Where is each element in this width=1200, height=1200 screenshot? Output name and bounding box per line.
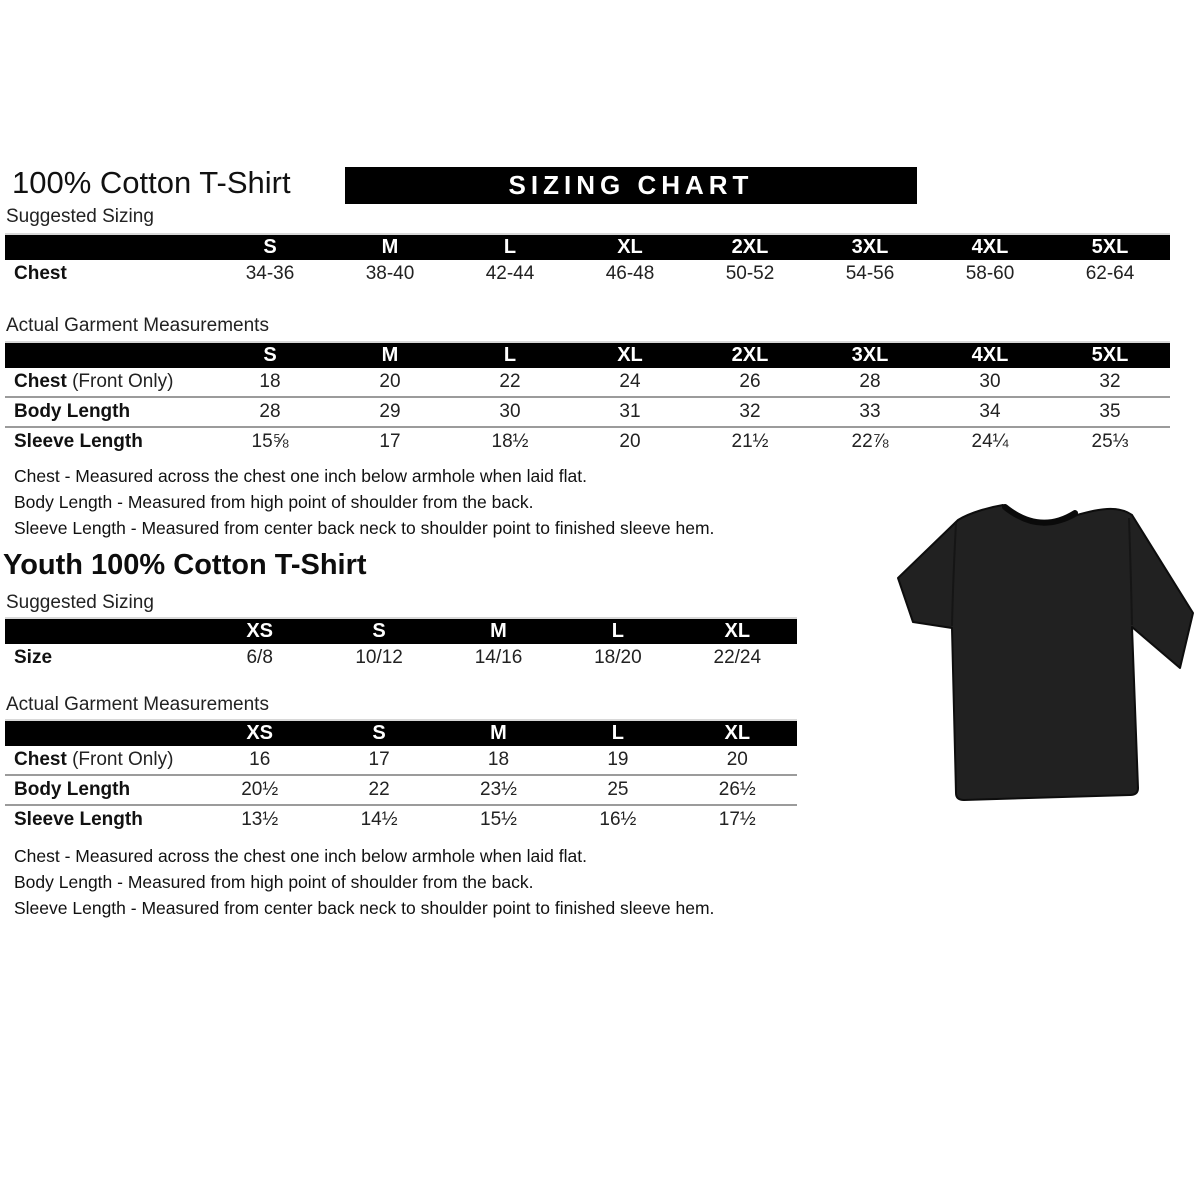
adult-suggested-sizing-label: Suggested Sizing xyxy=(6,206,154,227)
size-column-header: 3XL xyxy=(851,344,889,366)
measurement-cell: 19 xyxy=(607,749,629,770)
table-row xyxy=(5,644,797,672)
table-row xyxy=(5,398,1170,428)
row-label xyxy=(5,263,210,285)
measurement-cell: 29 xyxy=(379,401,401,422)
size-column-header: M xyxy=(490,620,507,642)
measurement-cell: 35 xyxy=(1099,401,1121,422)
measurement-cell: 28 xyxy=(859,371,881,392)
youth-section-title: Youth 100% Cotton T-Shirt xyxy=(3,549,367,581)
size-column-header: XS xyxy=(246,722,274,744)
note-chest: Chest - Measured across the chest one inch below armhole when laid flat. xyxy=(14,846,587,866)
measurement-cell: 34 xyxy=(979,401,1001,422)
measurement-cell: 54-56 xyxy=(845,263,895,284)
measurement-cell: 16½ xyxy=(599,809,637,830)
table-header-row xyxy=(5,619,797,644)
adult-measurement-notes xyxy=(14,463,714,541)
note-chest: Chest - Measured across the chest one inch below armhole when laid flat. xyxy=(14,466,587,486)
table-row xyxy=(5,776,797,806)
measurement-cell: 25⅓ xyxy=(1091,431,1129,452)
youth-measurement-notes xyxy=(14,843,714,921)
size-column-header: L xyxy=(503,236,517,258)
tshirt-image xyxy=(893,485,1200,815)
adult-actual-measurements-label: Actual Garment Measurements xyxy=(6,315,269,336)
row-label xyxy=(5,779,200,801)
size-column-header: M xyxy=(490,722,507,744)
measurement-cell: 25 xyxy=(607,779,629,800)
measurement-cell: 42-44 xyxy=(485,263,535,284)
measurement-cell: 20 xyxy=(619,431,641,452)
table-row xyxy=(5,428,1170,456)
measurement-cell: 31 xyxy=(619,401,641,422)
measurement-cell: 28 xyxy=(259,401,281,422)
size-column-header: 3XL xyxy=(851,236,889,258)
adult-suggested-sizing-table xyxy=(5,233,1170,288)
youth-suggested-sizing-label: Suggested Sizing xyxy=(6,592,154,613)
measurement-cell: 14/16 xyxy=(474,647,523,668)
row-label xyxy=(5,401,210,423)
size-column-header: 4XL xyxy=(971,344,1009,366)
table-row xyxy=(5,260,1170,288)
row-label xyxy=(5,647,200,669)
size-column-header: 4XL xyxy=(971,236,1009,258)
table-row xyxy=(5,806,797,834)
note-sleeve-length: Sleeve Length - Measured from center back neck to shoulder point to finished sleeve hem. xyxy=(14,898,715,918)
page-title: 100% Cotton T-Shirt xyxy=(12,165,291,200)
measurement-cell: 18 xyxy=(487,749,510,770)
measurement-cell: 24 xyxy=(619,371,641,392)
measurement-cell: 17 xyxy=(368,749,390,770)
row-label-text: Body Length xyxy=(14,401,131,422)
measurement-cell: 32 xyxy=(739,401,761,422)
measurement-cell: 20 xyxy=(726,749,748,770)
adult-actual-measurements-table xyxy=(5,341,1170,456)
size-column-header: XS xyxy=(246,620,274,642)
row-label-text: Chest xyxy=(14,263,67,284)
table-row xyxy=(5,368,1170,398)
measurement-cell: 26 xyxy=(739,371,761,392)
size-column-header: XL xyxy=(617,344,643,366)
row-label xyxy=(5,431,210,453)
row-label xyxy=(5,809,200,831)
measurement-cell: 16 xyxy=(249,749,271,770)
measurement-cell: 10/12 xyxy=(355,647,403,668)
measurement-cell: 18½ xyxy=(491,431,529,452)
size-column-header: 5XL xyxy=(1091,236,1129,258)
size-column-header: 5XL xyxy=(1091,344,1129,366)
measurement-cell: 22⅞ xyxy=(851,431,889,452)
table-header-row xyxy=(5,235,1170,260)
measurement-cell: 20 xyxy=(379,371,401,392)
measurement-cell: 13½ xyxy=(241,809,279,830)
size-column-header: S xyxy=(263,344,277,366)
row-label-text: Body Length xyxy=(14,779,131,800)
size-column-header: L xyxy=(611,722,624,744)
tshirt-silhouette xyxy=(898,505,1193,800)
measurement-cell: 21½ xyxy=(731,431,769,452)
table-row xyxy=(5,746,797,776)
measurement-cell: 38-40 xyxy=(365,263,415,284)
measurement-cell: 50-52 xyxy=(725,263,775,284)
note-body-length: Body Length - Measured from high point of shoulder from the back. xyxy=(14,492,534,512)
measurement-cell: 17 xyxy=(379,431,401,452)
measurement-cell: 6/8 xyxy=(246,647,273,668)
row-label-suffix: (Front Only) xyxy=(66,371,174,392)
measurement-cell: 26½ xyxy=(718,779,756,800)
row-label-suffix: (Front Only) xyxy=(66,749,174,770)
measurement-cell: 22 xyxy=(499,371,521,392)
measurement-cell: 30 xyxy=(979,371,1001,392)
size-column-header: S xyxy=(372,620,386,642)
measurement-cell: 15½ xyxy=(480,809,517,830)
measurement-cell: 15⅝ xyxy=(251,431,289,452)
row-label-text: Sleeve Length xyxy=(14,431,143,452)
row-label xyxy=(5,749,200,771)
table-header-row xyxy=(5,343,1170,368)
sizing-chart-banner: SIZING CHART xyxy=(345,167,917,204)
row-label-text: Chest xyxy=(14,749,67,770)
row-label-text: Chest xyxy=(14,371,67,392)
row-label xyxy=(5,371,210,393)
size-column-header: XL xyxy=(617,236,643,258)
size-column-header: XL xyxy=(724,620,751,642)
table-header-row xyxy=(5,721,797,746)
note-body-length: Body Length - Measured from high point of shoulder from the back. xyxy=(14,872,534,892)
measurement-cell: 18 xyxy=(259,371,281,392)
youth-suggested-sizing-table xyxy=(5,617,797,672)
measurement-cell: 20½ xyxy=(241,779,279,800)
measurement-cell: 62-64 xyxy=(1085,263,1135,284)
youth-actual-measurements-table xyxy=(5,719,797,834)
size-column-header: L xyxy=(611,620,624,642)
measurement-cell: 30 xyxy=(499,401,521,422)
size-column-header: 2XL xyxy=(731,236,769,258)
measurement-cell: 23½ xyxy=(480,779,517,800)
measurement-cell: 33 xyxy=(859,401,881,422)
size-column-header: M xyxy=(381,236,399,258)
size-column-header: S xyxy=(372,722,386,744)
measurement-cell: 17½ xyxy=(718,809,756,830)
measurement-cell: 24¼ xyxy=(971,431,1009,452)
measurement-cell: 18/20 xyxy=(594,647,642,668)
measurement-cell: 58-60 xyxy=(965,263,1015,284)
row-label-text: Size xyxy=(14,647,53,668)
row-label-text: Sleeve Length xyxy=(14,809,143,830)
youth-actual-measurements-label: Actual Garment Measurements xyxy=(6,694,269,715)
measurement-cell: 22 xyxy=(368,779,390,800)
measurement-cell: 46-48 xyxy=(605,263,655,284)
measurement-cell: 14½ xyxy=(360,809,398,830)
measurement-cell: 22/24 xyxy=(713,647,762,668)
size-column-header: L xyxy=(503,344,517,366)
size-column-header: S xyxy=(263,236,277,258)
note-sleeve-length: Sleeve Length - Measured from center back neck to shoulder point to finished sleeve hem. xyxy=(14,518,715,538)
measurement-cell: 34-36 xyxy=(245,263,295,284)
measurement-cell: 32 xyxy=(1099,371,1121,392)
size-column-header: M xyxy=(381,344,399,366)
size-column-header: 2XL xyxy=(731,344,769,366)
size-column-header: XL xyxy=(724,722,751,744)
